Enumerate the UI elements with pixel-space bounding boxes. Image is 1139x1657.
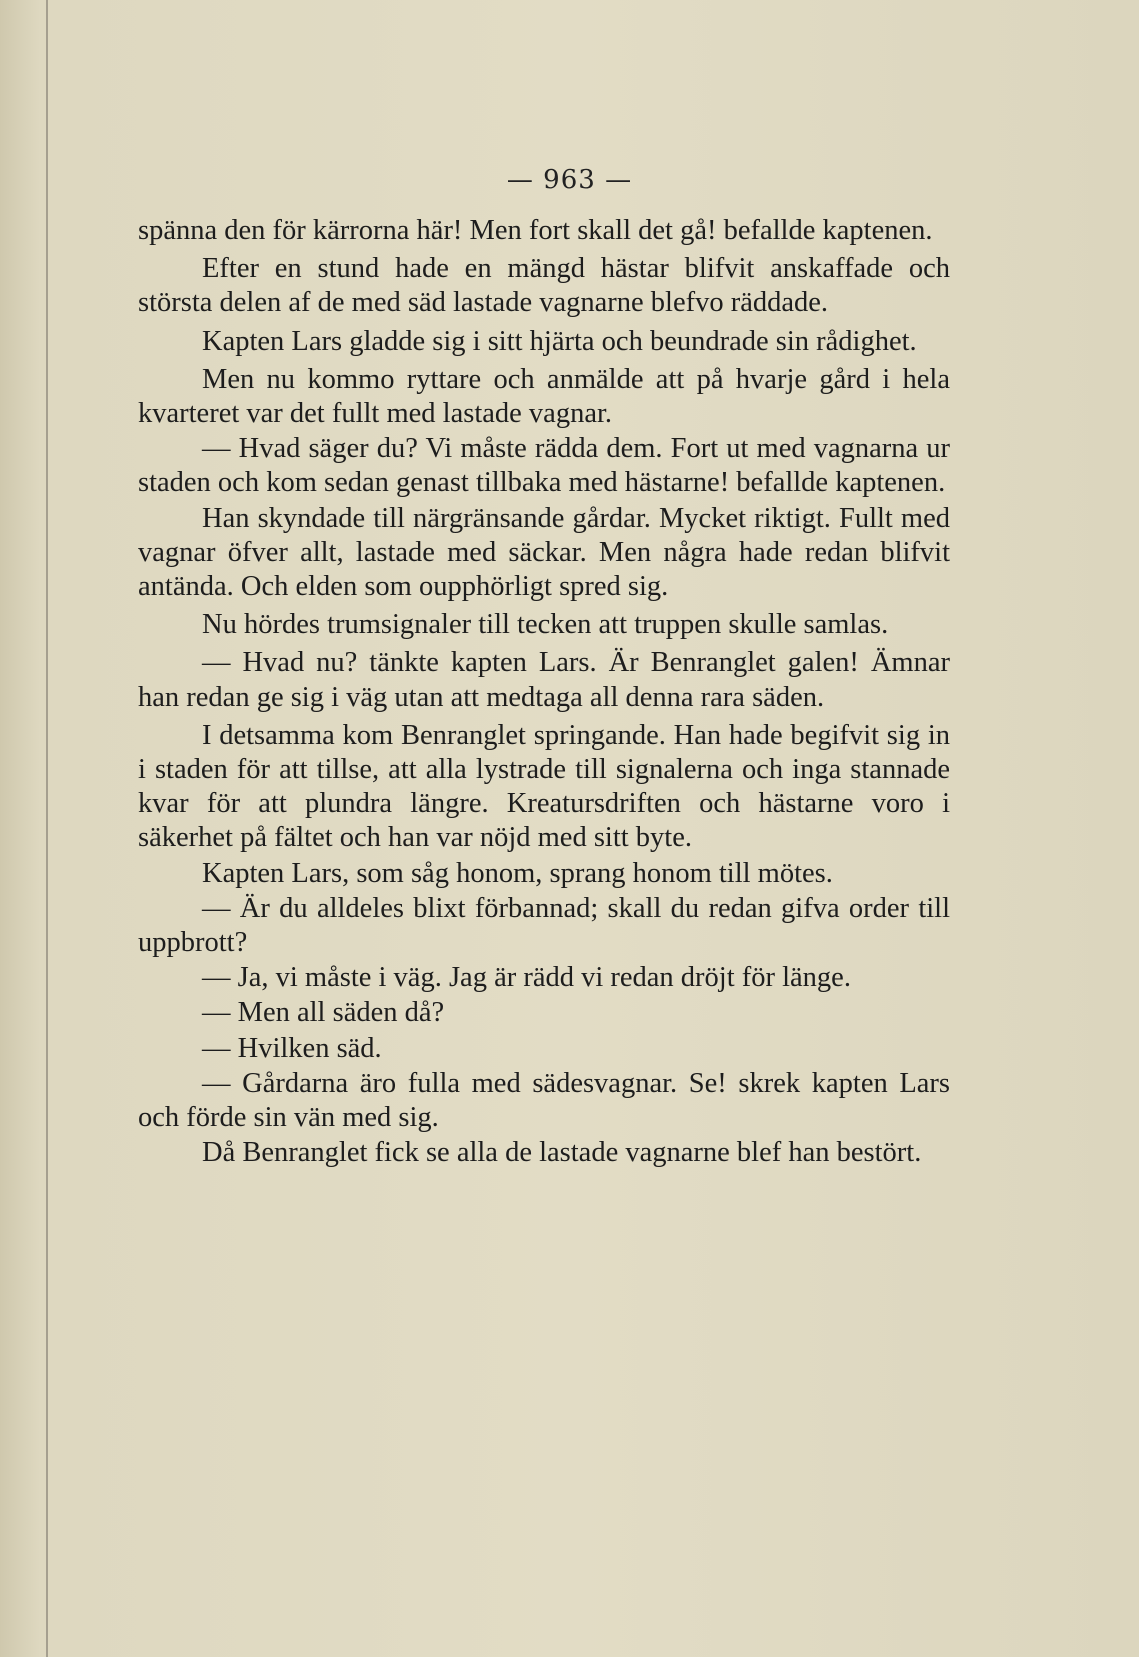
paragraph: Han skyndade till närgränsande gårdar. Mycket riktigt. Fullt med vagnar öfver allt, lastade med säckar. Men några hade redan blifvit antända. Och elden som oupphörligt spred sig.: [138, 502, 950, 603]
paragraph: — Ja, vi måste i väg. Jag är rädd vi redan dröjt för länge.: [202, 962, 851, 994]
page-spine-edge: [46, 0, 48, 1657]
paragraph: spänna den för kärrorna här! Men fort skall det gå! befallde kaptenen.: [138, 215, 933, 246]
paragraph: — Hvad säger du? Vi måste rädda dem. Fort ut med vagnarna ur staden och kom sedan genast tillbaka med hästarne! befallde kaptenen.: [138, 433, 950, 499]
page-number: — 963 —: [506, 165, 633, 195]
paragraph: — Hvad nu? tänkte kapten Lars. Är Benranglet galen! Ämnar han redan ge sig i väg utan att medtaga all denna rara säden.: [138, 647, 950, 713]
paragraph: — Men all säden då?: [202, 997, 445, 1029]
paragraph: Kapten Lars, som såg honom, sprang honom till mötes.: [202, 857, 833, 889]
paragraph: I detsamma kom Benranglet springande. Han hade begifvit sig in i staden för att tillse, att alla lystrade till signalerna och inga stannade kvar för att plundra längre. Kreatursdriften och hästarne voro i säkerhet på fältet och han var nöjd med sitt byte.: [138, 719, 950, 854]
paragraph: Men nu kommo ryttare och anmälde att på hvarje gård i hela kvarteret var det fullt med lastade vagnar.: [138, 363, 950, 430]
paragraph: — Gårdarna äro fulla med sädesvagnar. Se! skrek kapten Lars och förde sin vän med sig.: [138, 1067, 950, 1134]
paragraph: Kapten Lars gladde sig i sitt hjärta och beundrade sin rådighet.: [202, 325, 917, 357]
paragraph: Nu hördes trumsignaler till tecken att truppen skulle samlas.: [202, 609, 889, 641]
paragraph: Då Benranglet fick se alla de lastade vagnarne blef han bestört.: [202, 1137, 922, 1169]
paragraph: — Hvilken säd.: [202, 1032, 382, 1064]
paragraph: Efter en stund hade en mängd hästar blifvit anskaffade och största delen af de med säd lastade vagnarne blefvo räddade.: [138, 253, 950, 319]
paragraph: — Är du alldeles blixt förbannad; skall du redan gifva order till uppbrott?: [138, 892, 950, 959]
body-text: [138, 214, 950, 1171]
